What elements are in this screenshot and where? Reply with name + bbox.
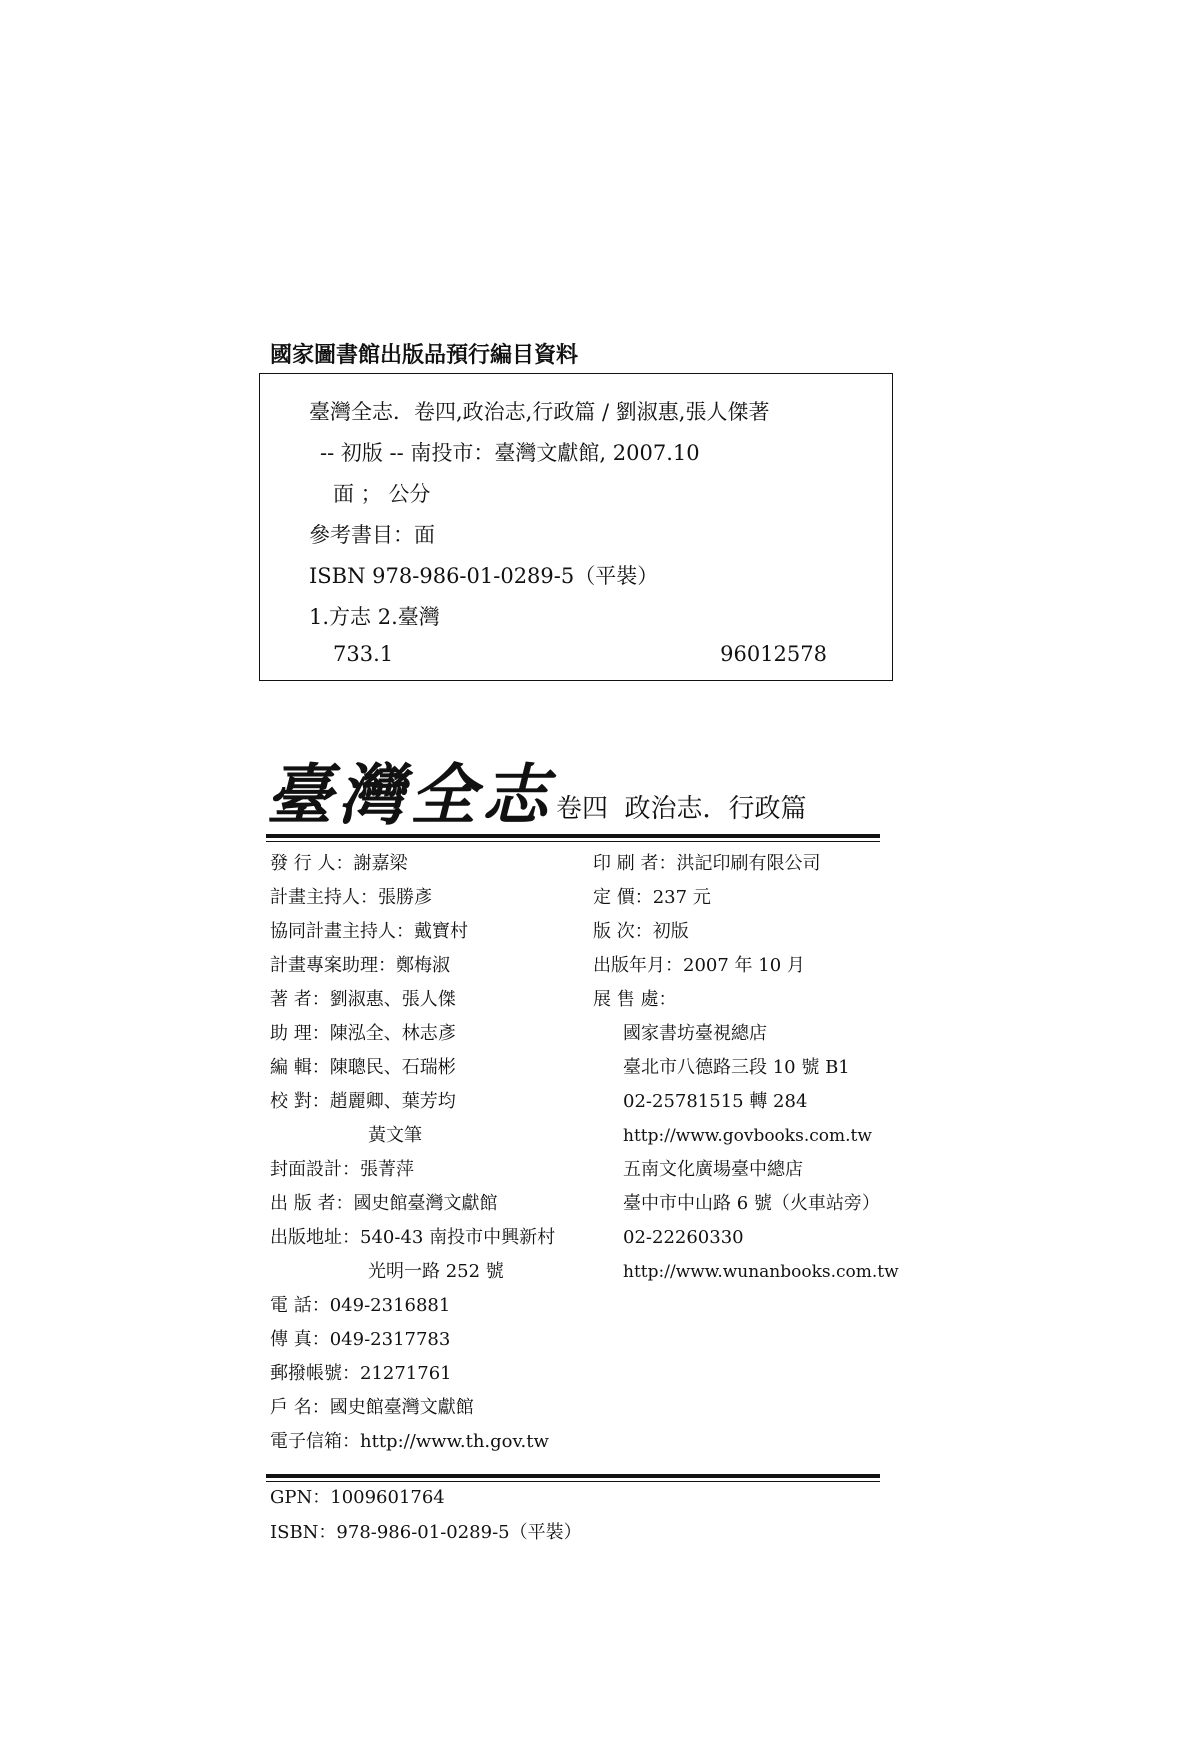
cip-pages-line: 面 ； 公分 xyxy=(333,482,431,506)
credit-label: 展 售 處： xyxy=(593,989,677,1010)
credit-label: 電 話： xyxy=(270,1295,330,1316)
credit-row xyxy=(593,920,689,944)
outlet-url[interactable]: http://www.wunanbooks.com.tw xyxy=(623,1262,899,1282)
credit-value: 黃文筆 xyxy=(368,1125,422,1146)
gpn-number: GPN：1009601764 xyxy=(270,1487,445,1508)
credit-value: 謝嘉梁 xyxy=(353,853,408,874)
credit-row xyxy=(270,1158,414,1182)
credit-value: 張勝彥 xyxy=(378,887,432,908)
title-rule-thin xyxy=(266,841,880,842)
credit-label: 發 行 人： xyxy=(270,853,354,874)
cip-heading: 國家圖書館出版品預行編目資料 xyxy=(270,343,579,368)
credit-label: 郵撥帳號： xyxy=(270,1363,360,1384)
credit-value: 趙麗卿、葉芳均 xyxy=(329,1091,456,1112)
credit-label: 協同計畫主持人： xyxy=(270,921,414,942)
credit-row xyxy=(368,1260,504,1284)
cip-record-box xyxy=(259,373,893,681)
credit-value: 2007 年 10 月 xyxy=(683,955,805,976)
title-rule-thick xyxy=(266,834,880,838)
outlet-line: 臺中市中山路 6 號（火車站旁） xyxy=(623,1193,880,1214)
credit-label: 計畫主持人： xyxy=(270,887,378,908)
cip-title-line: 臺灣全志．卷四,政治志,行政篇 / 劉淑惠,張人傑著 xyxy=(309,400,770,424)
credit-label: 定 價： xyxy=(593,887,653,908)
credit-row xyxy=(270,954,450,978)
credit-row xyxy=(270,1294,450,1318)
credit-row xyxy=(593,988,676,1012)
book-title-row xyxy=(266,742,886,834)
outlet-url[interactable]: http://www.govbooks.com.tw xyxy=(623,1126,872,1146)
credit-label: 封面設計： xyxy=(270,1159,360,1180)
credit-row xyxy=(270,1090,456,1114)
series-title: 臺灣全志 xyxy=(266,756,554,834)
isbn-number: ISBN：978-986-01-0289-5（平裝） xyxy=(270,1522,582,1543)
credit-label: 計畫專案助理： xyxy=(270,955,396,976)
credit-row xyxy=(270,920,468,944)
credit-row xyxy=(270,886,432,910)
credit-value: 洪記印刷有限公司 xyxy=(676,853,821,874)
credit-value: 049-2316881 xyxy=(329,1295,451,1316)
credit-value: 陳聰民、石瑞彬 xyxy=(329,1057,456,1078)
credit-row xyxy=(270,1022,456,1046)
credit-label: 出版地址： xyxy=(270,1227,360,1248)
credit-value: http://www.th.gov.tw xyxy=(360,1431,549,1452)
outlet-line: 國家書坊臺視總店 xyxy=(623,1023,767,1044)
credit-row xyxy=(270,1226,555,1250)
credit-value: 初版 xyxy=(652,921,689,942)
credit-value: 049-2317783 xyxy=(329,1329,451,1350)
credit-row xyxy=(270,1328,450,1352)
credit-value: 國史館臺灣文獻館 xyxy=(329,1397,474,1418)
footer-rule-thick xyxy=(266,1474,880,1478)
credit-row xyxy=(270,852,407,876)
footer-rule-thin xyxy=(266,1481,880,1482)
credit-row xyxy=(270,1192,497,1216)
cip-bibliography-line: 參考書目：面 xyxy=(309,523,435,547)
outlet-line: 五南文化廣場臺中總店 xyxy=(623,1159,803,1180)
credit-value: 540-43 南投市中興新村 xyxy=(360,1227,556,1248)
credit-label: 版 次： xyxy=(593,921,653,942)
credit-value: 21271761 xyxy=(360,1363,452,1384)
credit-label: 傳 真： xyxy=(270,1329,330,1350)
credit-row xyxy=(593,954,805,978)
credit-label: 戶 名： xyxy=(270,1397,330,1418)
credit-value: 戴寶村 xyxy=(414,921,468,942)
credit-row xyxy=(593,886,711,910)
credit-row xyxy=(270,1056,456,1080)
credit-row xyxy=(270,1396,474,1420)
credit-label: 印 刷 者： xyxy=(593,853,677,874)
credit-label: 出版年月： xyxy=(593,955,683,976)
credit-row xyxy=(368,1124,422,1148)
outlet-line: 臺北市八德路三段 10 號 B1 xyxy=(623,1057,850,1078)
volume-section: 政治志．行政篇 xyxy=(624,794,807,824)
cip-subjects-line: 1.方志 2.臺灣 xyxy=(309,605,440,629)
credit-label: 編 輯： xyxy=(270,1057,330,1078)
volume-number: 卷四 xyxy=(556,794,609,824)
credit-label: 校 對： xyxy=(270,1091,330,1112)
volume-subtitle xyxy=(556,788,807,825)
credit-value: 光明一路 252 號 xyxy=(368,1261,504,1282)
credit-row xyxy=(270,1362,452,1386)
credit-row xyxy=(270,1430,549,1454)
credit-label: 助 理： xyxy=(270,1023,330,1044)
cip-edition-line: -- 初版 -- 南投市：臺灣文獻館, 2007.10 xyxy=(320,441,700,465)
credit-value: 張菁萍 xyxy=(360,1159,414,1180)
credit-value: 劉淑惠、張人傑 xyxy=(329,989,456,1010)
credit-value: 鄭梅淑 xyxy=(396,955,450,976)
credit-value: 陳泓全、林志彥 xyxy=(329,1023,456,1044)
credit-row xyxy=(270,988,456,1012)
outlet-line: 02-25781515 轉 284 xyxy=(623,1091,808,1112)
cip-classification: 733.1 xyxy=(333,642,394,666)
credit-value: 國史館臺灣文獻館 xyxy=(353,1193,498,1214)
cip-isbn-line: ISBN 978-986-01-0289-5（平裝） xyxy=(309,564,659,588)
credit-row xyxy=(593,852,820,876)
cip-catalog-number: 96012578 xyxy=(720,642,827,666)
credit-label: 出 版 者： xyxy=(270,1193,354,1214)
credit-label: 電子信箱： xyxy=(270,1431,360,1452)
credit-value: 237 元 xyxy=(652,887,711,908)
outlet-line: 02-22260330 xyxy=(623,1227,744,1248)
credit-label: 著 者： xyxy=(270,989,330,1010)
